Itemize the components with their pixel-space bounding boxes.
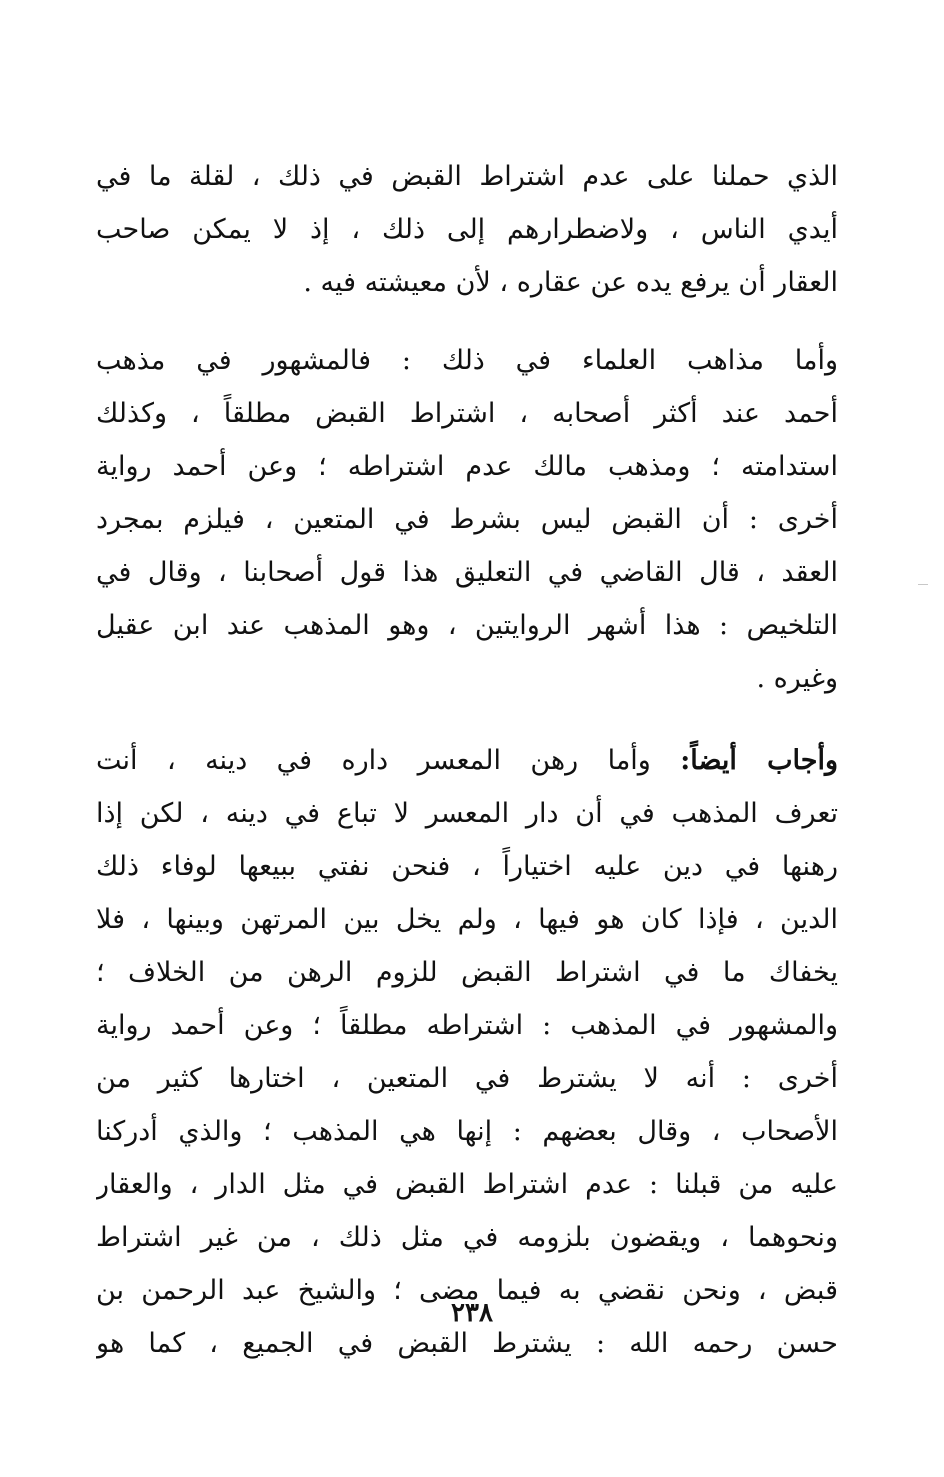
text-line-first: [96, 734, 838, 787]
paragraph-1: [96, 150, 838, 309]
text-line: الدين ، فإذا كان هو فيها ، ولم يخل بين المرتهن وبينها ، فلا: [96, 904, 838, 935]
text-line: التلخيص : هذا أشهر الروايتين ، وهو المذهب عند ابن عقيل: [96, 610, 838, 641]
text-line: حسن رحمه الله : يشترط القبض في الجميع ، كما هو: [96, 1328, 838, 1359]
text-line: العقد ، قال القاضي في التعليق هذا قول أصحابنا ، وقال في: [96, 557, 838, 588]
paragraph-3: [96, 734, 838, 1370]
text-line: والمشهور في المذهب : اشتراطه مطلقاً ؛ وعن أحمد رواية: [96, 1010, 838, 1041]
text-line: ونحوهما ، ويقضون بلزومه في مثل ذلك ، من غير اشتراط: [96, 1222, 838, 1253]
text-line: وغيره .: [756, 663, 838, 694]
page-number: ٢٣٨: [451, 1298, 493, 1328]
text-line: أحمد عند أكثر أصحابه ، اشتراط القبض مطلقاً ، وكذلك: [96, 398, 838, 429]
text-line: عليه من قبلنا : عدم اشتراط القبض في مثل الدار ، والعقار: [96, 1169, 838, 1200]
paragraph-2: [96, 334, 838, 705]
text-line: أيدي الناس ، ولاضطرارهم إلى ذلك ، إذ لا يمكن صاحب: [96, 214, 838, 245]
text-line: أخرى : أن القبض ليس بشرط في المتعين ، فيلزم بمجرد: [96, 504, 838, 535]
text-line: أخرى : أنه لا يشترط في المتعين ، اختارها كثير من: [96, 1063, 838, 1094]
text-line: رهنها في دين عليه اختياراً ، فنحن نفتي ببيعها لوفاء ذلك: [96, 851, 838, 882]
paragraph-first-line-rest: وأما رهن المعسر داره في دينه ، أنت: [96, 745, 651, 776]
text-line: قبض ، ونحن نقضي به فيما مضى ؛ والشيخ عبد الرحمن بن: [96, 1275, 838, 1306]
paragraph-lead: وأجاب أيضاً:: [680, 745, 838, 776]
text-line: العقار أن يرفع يده عن عقاره ، لأن معيشته فيه .: [303, 267, 838, 298]
text-line: تعرف المذهب في أن دار المعسر لا تباع في دينه ، لكن إذا: [96, 798, 838, 829]
text-line: الأصحاب ، وقال بعضهم : إنها هي المذهب ؛ والذي أدركنا: [96, 1116, 838, 1147]
text-line: وأما مذاهب العلماء في ذلك : فالمشهور في مذهب: [96, 345, 838, 376]
text-line: الذي حملنا على عدم اشتراط القبض في ذلك ، لقلة ما في: [96, 161, 838, 192]
text-line: يخفاك ما في اشتراط القبض للزوم الرهن من الخلاف ؛: [96, 957, 838, 988]
page-body: [96, 150, 838, 1370]
text-line: استدامته ؛ ومذهب مالك عدم اشتراطه ؛ وعن أحمد رواية: [96, 451, 838, 482]
margin-mark: [918, 584, 928, 585]
